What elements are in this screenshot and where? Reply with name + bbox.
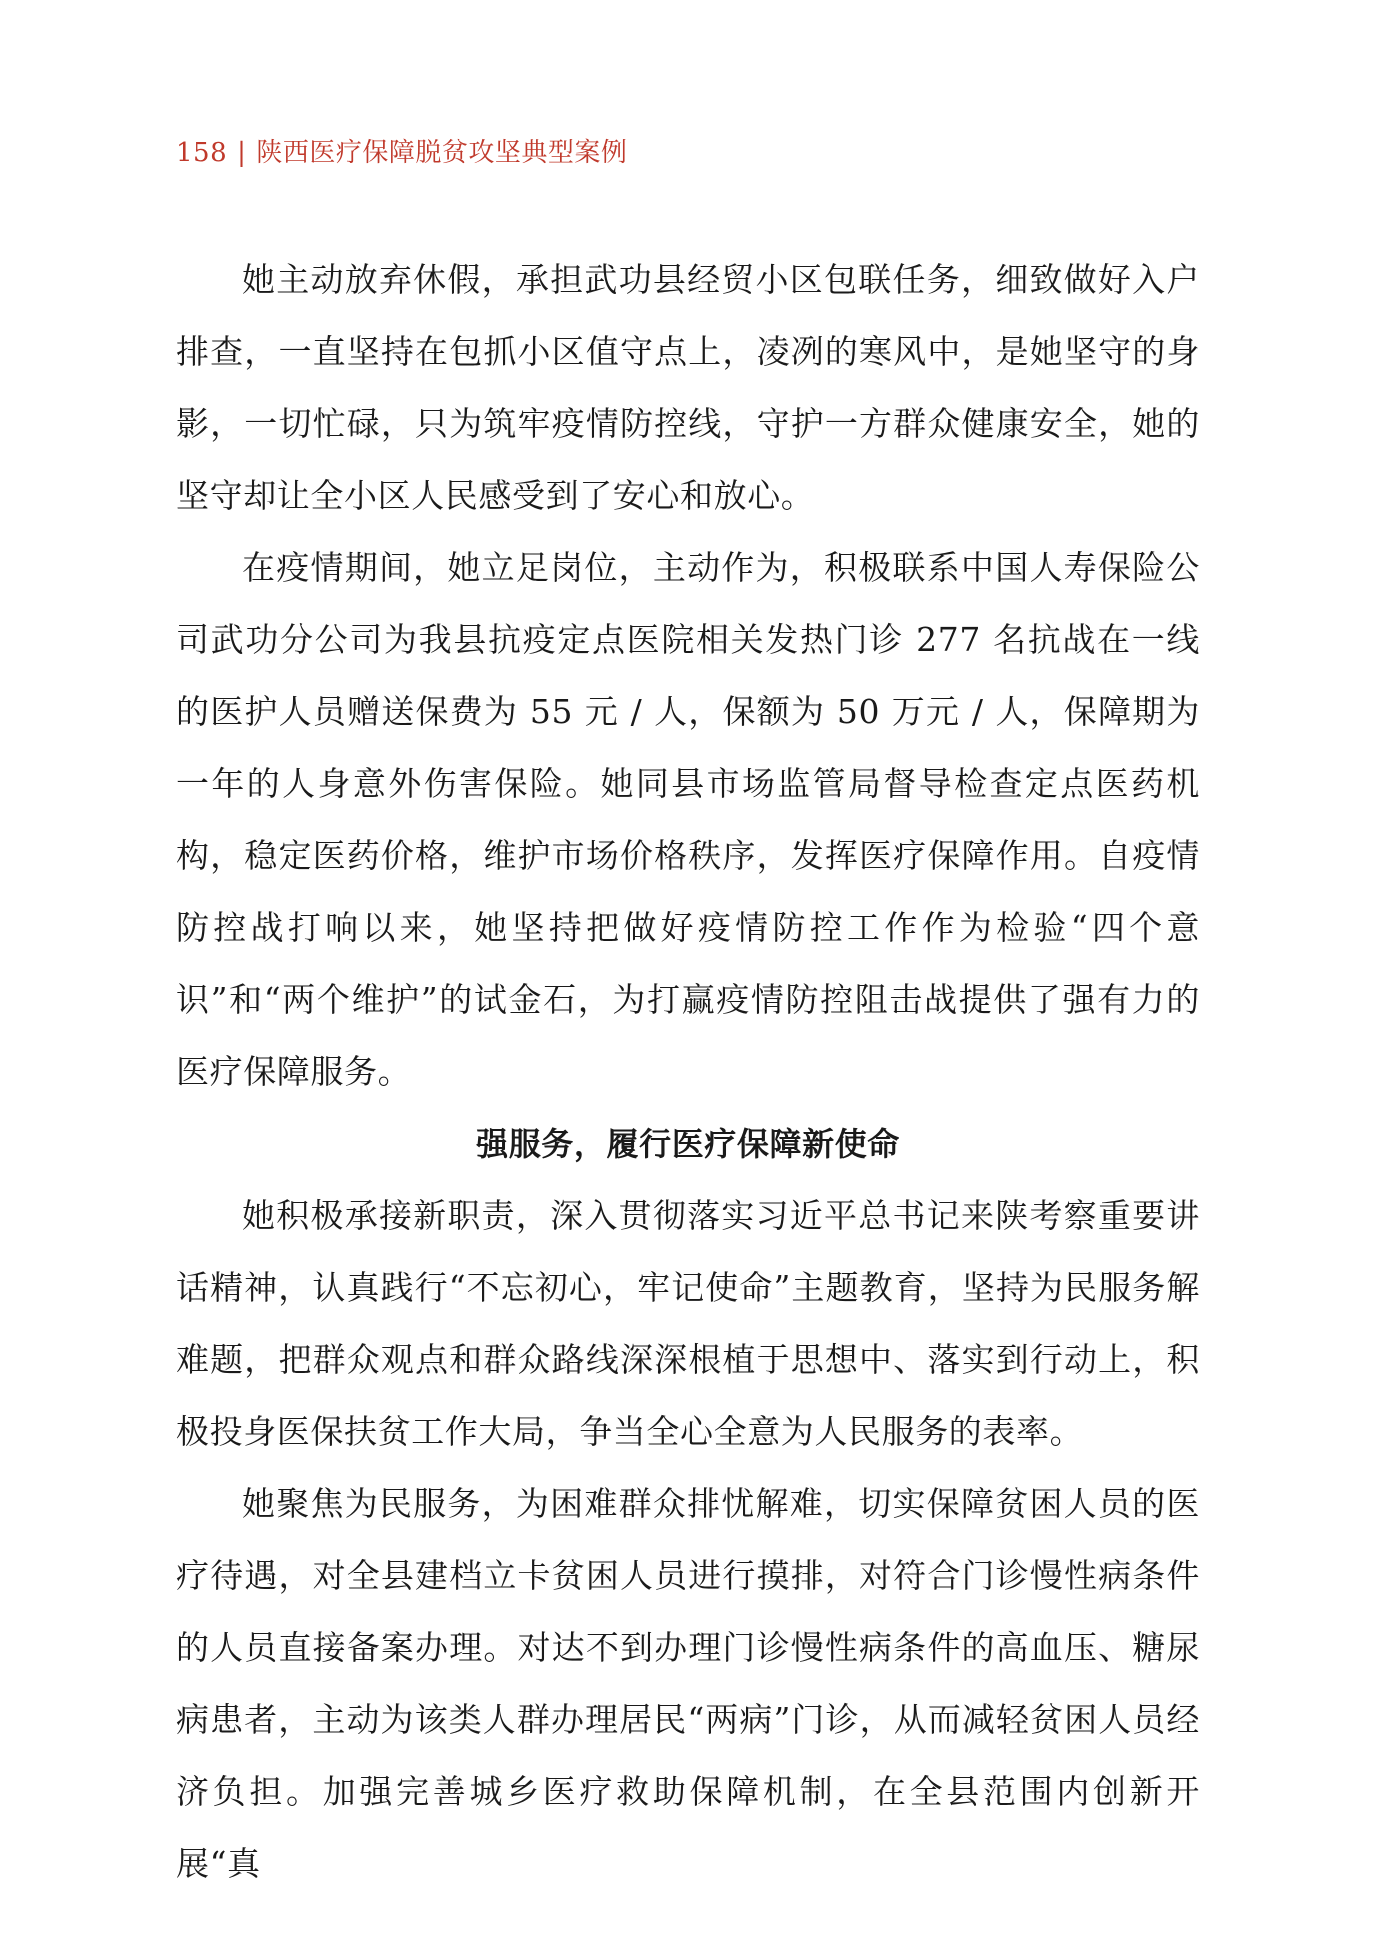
section-heading: 强服务，履行医疗保障新使命 [476,1125,900,1163]
body-paragraph: 她主动放弃休假，承担武功县经贸小区包联任务，细致做好入户排查，一直坚持在包抓小区值守点上，凌冽的寒风中，是她坚守的身影，一切忙碌，只为筑牢疫情防控线，守护一方群众健康安全，她的坚守却让全小区人民感受到了安心和放心。 [176,260,1200,515]
body-paragraph: 她聚焦为民服务，为困难群众排忧解难，切实保障贫困人员的医疗待遇，对全县建档立卡贫困人员进行摸排，对符合门诊慢性病条件的人员直接备案办理。对达不到办理门诊慢性病条件的高血压、糖尿病患者，主动为该类人群办理居民“两病”门诊，从而减轻贫困人员经济负担。加强完善城乡医疗救助保障机制，在全县范围内创新开展“真 [176,1484,1200,1883]
header-separator: | [237,138,247,168]
body-paragraph: 在疫情期间，她立足岗位，主动作为，积极联系中国人寿保险公司武功分公司为我县抗疫定点医院相关发热门诊 277 名抗战在一线的医护人员赠送保费为 55 元 / 人，保额为 50 万元 / 人，保障期为一年的人身意外伤害保险。她同县市场监管局督导检查定点医药机构，稳定医药价格，维护市场价格秩序，发挥医疗保障作用。自疫情防控战打响以来，她坚持把做好疫情防控工作作为检验“四个意识”和“两个维护”的试金石，为打赢疫情防控阻击战提供了强有力的医疗保障服务。 [176,548,1200,1091]
running-header [176,132,627,169]
page-number: 158 [176,138,228,168]
page-body [176,244,1200,1900]
body-paragraph: 她积极承接新职责，深入贯彻落实习近平总书记来陕考察重要讲话精神，认真践行“不忘初心，牢记使命”主题教育，坚持为民服务解难题，把群众观点和群众路线深深根植于思想中、落实到行动上，积极投身医保扶贫工作大局，争当全心全意为人民服务的表率。 [176,1196,1200,1451]
book-title: 陕西医疗保障脱贫攻坚典型案例 [256,138,628,168]
